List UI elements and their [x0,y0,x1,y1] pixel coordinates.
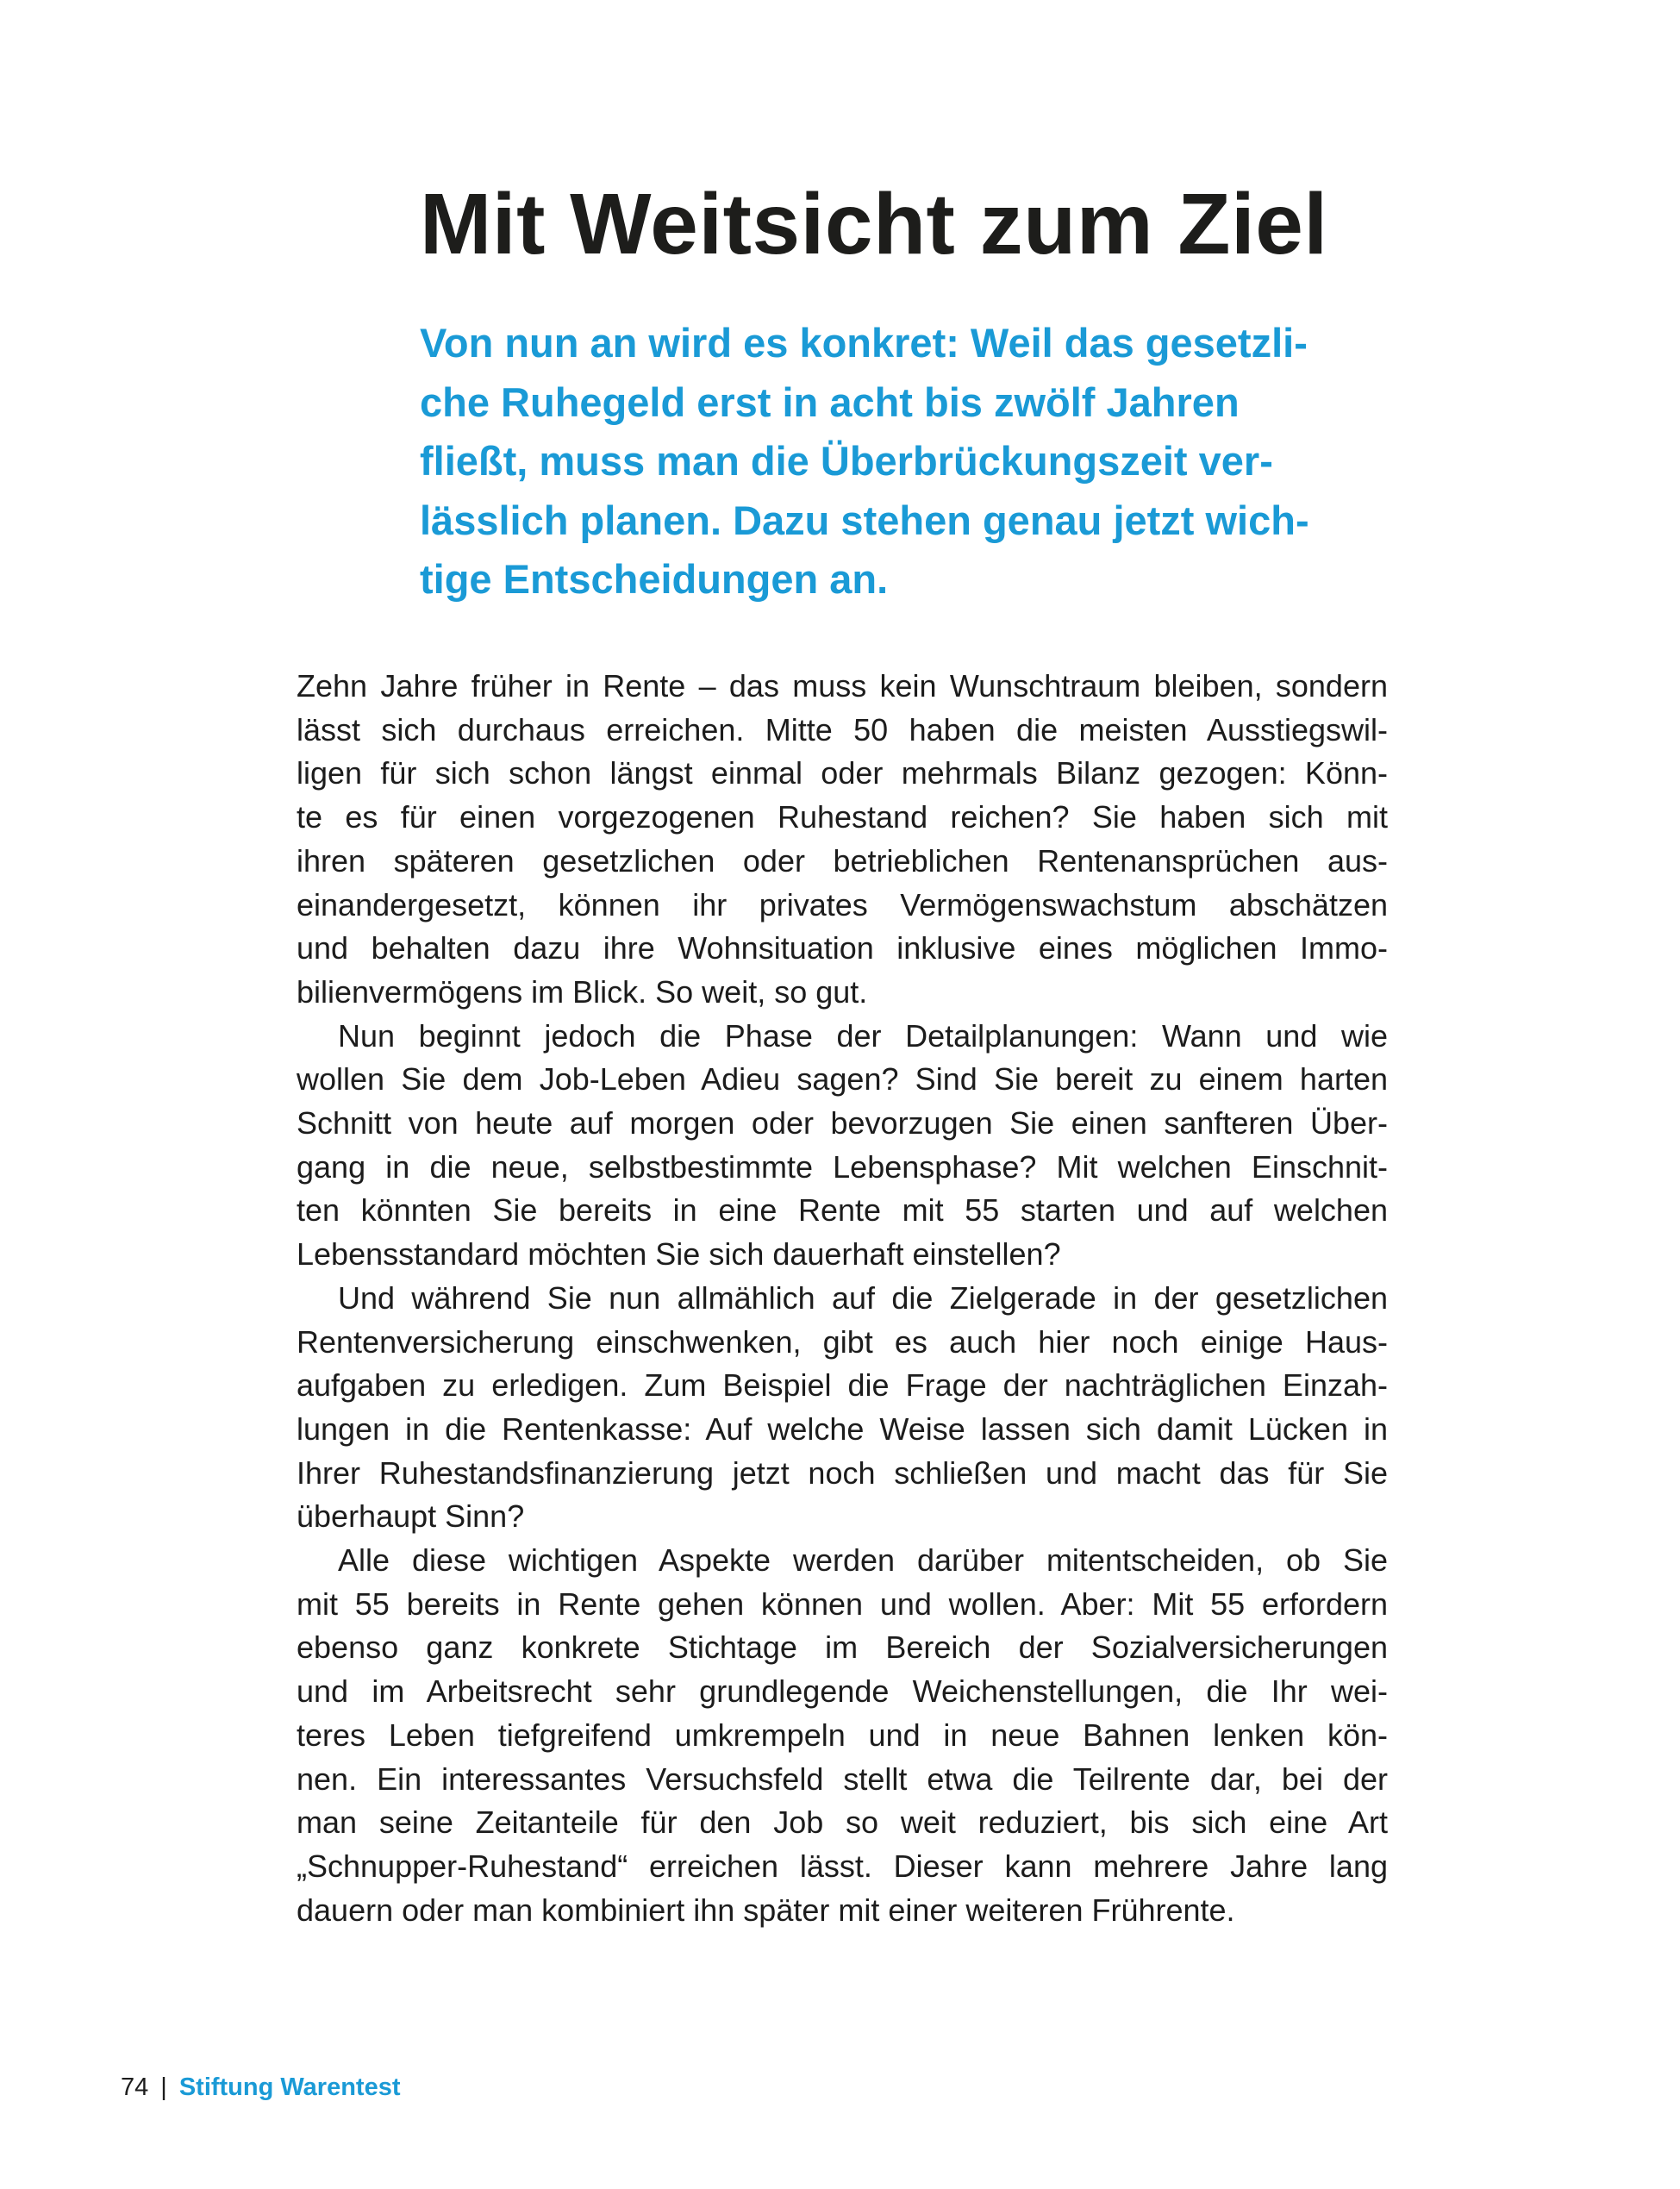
body-line: und behalten dazu ihre Wohnsituation inklusive eines möglichen Immo- [297,930,1388,966]
body-line: mit 55 bereits in Rente gehen können und wollen. Aber: Mit 55 erfordern [297,1585,1388,1622]
body-line: Nun beginnt jedoch die Phase der Detailplanungen: Wann und wie [338,1017,1388,1054]
body-line: lungen in die Rentenkasse: Auf welche Weise lassen sich damit Lücken in [297,1410,1388,1447]
lead-line: fließt, muss man die Überbrückungszeit ver- [420,438,1273,484]
body-line: aufgaben zu erledigen. Zum Beispiel die Frage der nachträglichen Einzah- [297,1367,1388,1404]
body-line: ten könnten Sie bereits in eine Rente mit 55 starten und auf welchen [297,1192,1388,1229]
footer-separator: | [160,2073,167,2101]
publisher-name: Stiftung Warentest [178,2073,401,2101]
body-line: „Schnupper-Ruhestand“ erreichen lässt. Dieser kann mehrere Jahre lang [297,1848,1388,1884]
body-line: lässt sich durchaus erreichen. Mitte 50 haben die meisten Ausstiegswil- [297,711,1388,747]
body-line: einandergesetzt, können ihr privates Vermögenswachstum abschätzen [297,886,1388,923]
body-line: Rentenversicherung einschwenken, gibt es auch hier noch einige Haus- [297,1323,1388,1360]
body-line: ebenso ganz konkrete Stichtage im Bereich der Sozialversicherungen [297,1629,1388,1666]
body-line: Lebensstandard möchten Sie sich dauerhaft einstellen? [297,1236,1061,1273]
body-line: und im Arbeitsrecht sehr grundlegende Weichenstellungen, die Ihr wei- [297,1673,1388,1710]
body-line: dauern oder man kombiniert ihn später mit einer weiteren Frührente. [297,1892,1235,1928]
body-line: Ihrer Ruhestandsfinanzierung jetzt noch schließen und macht das für Sie [297,1454,1388,1491]
body-line: Zehn Jahre früher in Rente – das muss kein Wunschtraum bleiben, sondern [297,668,1388,704]
body-line: Und während Sie nun allmählich auf die Zielgerade in der gesetzlichen [338,1279,1388,1316]
body-line: Schnitt von heute auf morgen oder bevorzugen Sie einen sanfteren Über- [297,1105,1388,1141]
body-line: überhaupt Sinn? [297,1498,525,1535]
lead-line: che Ruhegeld erst in acht bis zwölf Jahren [420,378,1240,425]
lead-line: lässlich planen. Dazu stehen genau jetzt wich- [420,497,1309,543]
body-text [297,665,1388,1932]
body-line: wollen Sie dem Job-Leben Adieu sagen? Sind Sie bereit zu einem harten [297,1061,1388,1098]
page-title: Mit Weitsicht zum Ziel [420,176,1328,272]
body-line: ihren späteren gesetzlichen oder betrieblichen Rentenansprüchen aus- [297,842,1388,879]
body-line: te es für einen vorgezogenen Ruhestand reichen? Sie haben sich mit [297,799,1388,835]
page-footer [121,2072,401,2103]
body-line: man seine Zeitanteile für den Job so weit reduziert, bis sich eine Art [297,1804,1388,1841]
body-line: ligen für sich schon längst einmal oder mehrmals Bilanz gezogen: Könn- [297,755,1388,791]
lead-paragraph [420,314,1394,610]
body-line: gang in die neue, selbstbestimmte Lebensphase? Mit welchen Einschnit- [297,1148,1388,1185]
body-line: nen. Ein interessantes Versuchsfeld stellt etwa die Teilrente dar, bei der [297,1761,1388,1797]
lead-line: tige Entscheidungen an. [420,556,889,602]
body-line: bilienvermögens im Blick. So weit, so gut. [297,973,868,1010]
page-number: 74 [121,2073,149,2101]
lead-line: Von nun an wird es konkret: Weil das gesetzli- [420,320,1308,366]
body-line: Alle diese wichtigen Aspekte werden darüber mitentscheiden, ob Sie [338,1542,1388,1579]
body-line: teres Leben tiefgreifend umkrempeln und in neue Bahnen lenken kön- [297,1717,1388,1753]
